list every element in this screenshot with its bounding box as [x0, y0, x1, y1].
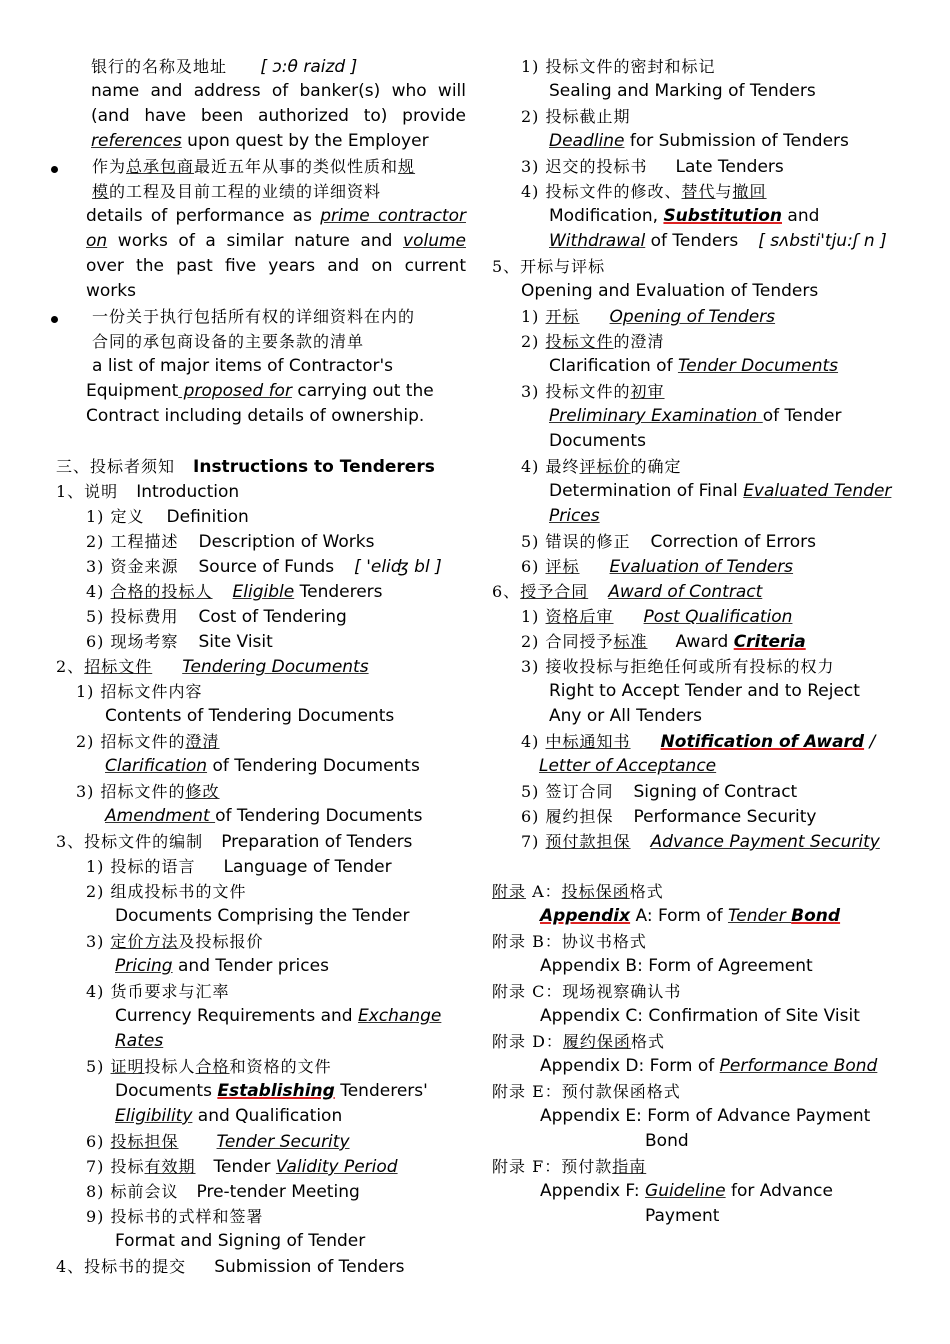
item-source-of-funds: 3) 资金来源 Source of Funds [ 'eliʤ bl ]: [86, 557, 442, 577]
appendix-c-en: Appendix C: Confirmation of Site Visit: [540, 1006, 860, 1026]
term-bond: Bond: [791, 906, 841, 926]
banker-en-line-3: references upon quest by the Employer: [91, 131, 429, 151]
item-right-accept-zh: 3) 接收投标与拒绝任何或所有投标的权力: [521, 657, 835, 676]
term-clarification: Clarification: [105, 756, 208, 776]
term-exchange: Exchange: [357, 1006, 442, 1026]
item-preliminary-en: Preliminary Examination of Tender: [549, 406, 842, 426]
appendix-d-en: Appendix D: Form of Performance Bond: [540, 1056, 878, 1076]
appendix-d-zh: 附录 D：履约保函格式: [492, 1032, 665, 1051]
item-eligibility-en: Documents Establishing Tenderers': [115, 1081, 428, 1101]
term-guideline: Guideline: [645, 1181, 726, 1201]
term-pricing: Pricing: [115, 956, 173, 976]
item-documents-en: Documents Comprising the Tender: [115, 906, 410, 926]
term-withdrawal: Withdrawal: [549, 231, 646, 251]
item-modification-en-2: Withdrawal of Tenders [ sʌbsti'tju:ʃ n ]: [549, 231, 887, 251]
item-sealing-zh: 1) 投标文件的密封和标记: [521, 57, 716, 76]
item-pricing-zh: 3) 定价方法及投标报价: [86, 932, 264, 951]
item-eligibility-zh: 5) 证明投标人合格和资格的文件: [86, 1057, 332, 1076]
item-evaluation: 6) 评标 Evaluation of Tenders: [521, 557, 794, 577]
item-documents-zh: 2) 组成投标书的文件: [86, 882, 247, 901]
phonetic-eligible: [ 'eliʤ bl ]: [354, 557, 442, 577]
equip-zh-line-1: 一份关于执行包括所有权的详细资料在内的: [56, 304, 466, 329]
left-column: [56, 54, 466, 1279]
item-evaluated-price-en-2: Prices: [549, 506, 600, 526]
term-appendix: Appendix: [540, 906, 631, 926]
term-prime-contractor: prime contractor: [320, 206, 466, 226]
item-currency-en-2: Rates: [115, 1031, 164, 1051]
item-evaluated-price-zh: 4) 最终评标价的确定: [521, 457, 682, 476]
appendix-e-en: Appendix E: Form of Advance Payment: [540, 1106, 871, 1126]
item-contents-zh: 1) 招标文件内容: [76, 682, 203, 701]
item-clarification-zh: 2) 招标文件的澄清: [76, 732, 220, 751]
equip-zh-line-2: 合同的承包商设备的主要条款的清单: [92, 332, 365, 351]
term-substitution: Substitution: [663, 206, 782, 226]
appendix-f-en-2: Payment: [645, 1206, 720, 1226]
appendix-c-zh: 附录 C：现场视察确认书: [492, 982, 682, 1001]
appendix-f-en: Appendix F: Guideline for Advance: [540, 1181, 833, 1201]
item-late-tenders: 3) 迟交的投标书 Late Tenders: [521, 157, 784, 177]
equip-en-line-1: a list of major items of Contractor's: [92, 356, 393, 376]
equip-en-line-2: Equipment proposed for carrying out the: [86, 381, 434, 401]
heading-submission: 4、投标书的提交 Submission of Tenders: [56, 1257, 405, 1277]
item-tender-clarification-zh: 2) 投标文件的澄清: [521, 332, 665, 351]
item-format-en: Format and Signing of Tender: [115, 1231, 366, 1251]
heading-preparation: 3、投标文件的编制 Preparation of Tenders: [56, 832, 413, 852]
term-prime-contractor-zh: 总承包商: [126, 157, 195, 176]
item-deadline-en: Deadline for Submission of Tenders: [549, 131, 849, 151]
item-signing: 5) 签订合同 Signing of Contract: [521, 782, 798, 802]
item-opening: 1) 开标 Opening of Tenders: [521, 307, 776, 327]
item-tender-clarification-en: Clarification of Tender Documents: [549, 356, 839, 376]
item-clarification-en: Clarification of Tendering Documents: [105, 756, 420, 776]
equip-en-line-3: Contract including details of ownership.: [86, 406, 425, 426]
item-modification-zh: 4) 投标文件的修改、替代与撤回: [521, 182, 767, 201]
appendix-e-zh: 附录 E：预付款保函格式: [492, 1082, 681, 1101]
perf-en-line-1: details of performance as prime contractor: [86, 206, 466, 226]
banker-en-line-1: name and address of banker(s) who will: [91, 81, 466, 101]
heading-award: 6、授予合同 Award of Contract: [492, 582, 763, 602]
term-criteria: Criteria: [733, 632, 806, 652]
perf-zh-line-1: 作为总承包商最近五年从事的类似性质和规: [56, 154, 466, 179]
item-format-zh: 9) 投标书的式样和签署: [86, 1207, 264, 1226]
item-award-criteria: 2) 合同授予标准 Award Criteria: [521, 632, 806, 652]
bullet-icon: [51, 166, 58, 173]
item-deadline-zh: 2) 投标截止期: [521, 107, 631, 126]
term-proposed-for: proposed for: [178, 381, 292, 401]
item-language: 1) 投标的语言 Language of Tender: [86, 857, 392, 877]
item-advance-payment-security: 7) 预付款担保 Advance Payment Security: [521, 832, 880, 852]
banker-en-line-2: (and have been authorized to) provide: [91, 106, 466, 126]
item-currency-en: Currency Requirements and Exchange: [115, 1006, 442, 1026]
term-establishing: Establishing: [217, 1081, 335, 1101]
perf-zh-line-2: 模的工程及目前工程的业绩的详细资料: [92, 182, 382, 201]
appendix-a-en: Appendix A: Form of Tender Bond: [540, 906, 841, 926]
banker-zh: 银行的名称及地址: [91, 57, 228, 76]
perf-en-line-4: works: [86, 281, 136, 301]
item-amendment-zh: 3) 招标文件的修改: [76, 782, 220, 801]
perf-en-line-2: on works of a similar nature and volume: [86, 231, 466, 251]
term-deadline: Deadline: [549, 131, 625, 151]
term-preliminary-examination: Preliminary Examination: [549, 406, 763, 426]
item-preliminary-zh: 3) 投标文件的初审: [521, 382, 665, 401]
appendix-b-zh: 附录 B：协议书格式: [492, 932, 647, 951]
item-modification-en: Modification, Substitution and: [549, 206, 820, 226]
perf-en-line-3: over the past five years and on current: [86, 256, 466, 276]
item-tender-security: 6) 投标担保 Tender Security: [86, 1132, 350, 1152]
item-eligible-tenderers: 4) 合格的投标人 Eligible Tenderers: [86, 582, 383, 602]
term-evaluated-tender: Evaluated Tender: [743, 481, 892, 501]
item-description-of-works: 2) 工程描述 Description of Works: [86, 532, 375, 552]
item-site-visit: 6) 现场考察 Site Visit: [86, 632, 273, 652]
item-post-qualification: 1) 资格后审 Post Qualification: [521, 607, 793, 627]
term-notification-of-award: Notification of Award: [660, 732, 865, 752]
item-preliminary-en-2: Documents: [549, 431, 646, 451]
term-eligible: Eligible: [232, 582, 295, 602]
heading-opening-zh: 5、开标与评标: [492, 257, 606, 276]
term-performance-bond: Performance Bond: [719, 1056, 878, 1076]
item-validity-period: 7) 投标有效期 Tender Validity Period: [86, 1157, 398, 1177]
term-eligibility: Eligibility: [115, 1106, 193, 1126]
banker-phonetic: [ ɔ:θ raizd ]: [260, 57, 358, 77]
item-eligibility-en-2: Eligibility and Qualification: [115, 1106, 343, 1126]
heading-opening-en: Opening and Evaluation of Tenders: [521, 281, 819, 301]
term-volume: volume: [403, 231, 466, 251]
banker-zh-line: [56, 54, 466, 79]
item-amendment-en: Amendment of Tendering Documents: [105, 806, 423, 826]
right-column: [492, 54, 912, 1229]
item-notification: 4) 中标通知书 Notification of Award /: [521, 732, 876, 752]
item-pre-tender-meeting: 8) 标前会议 Pre-tender Meeting: [86, 1182, 360, 1202]
item-definition: 1) 定义 Definition: [86, 507, 249, 527]
item-evaluated-price-en: Determination of Final Evaluated Tender: [549, 481, 892, 501]
phonetic-substitution: [ sʌbsti'tju:ʃ n ]: [758, 231, 887, 251]
term-references: references: [91, 131, 182, 151]
appendix-b-en: Appendix B: Form of Agreement: [540, 956, 813, 976]
section-3-heading: 三、投标者须知 Instructions to Tenderers: [56, 457, 435, 477]
heading-tendering-documents: 2、招标文件 Tendering Documents: [56, 657, 369, 677]
term-validity-period: Validity Period: [275, 1157, 398, 1177]
item-right-accept-en-2: Any or All Tenders: [549, 706, 702, 726]
appendix-f-zh: 附录 F：预付款指南: [492, 1157, 647, 1176]
appendix-a-zh: 附录 A：投标保函格式: [492, 882, 664, 901]
term-amendment: Amendment: [105, 806, 216, 826]
item-performance-security: 6) 履约担保 Performance Security: [521, 807, 817, 827]
item-sealing-en: Sealing and Marking of Tenders: [549, 81, 816, 101]
item-contents-en: Contents of Tendering Documents: [105, 706, 395, 726]
item-pricing-en: Pricing and Tender prices: [115, 956, 329, 976]
item-currency-zh: 4) 货币要求与汇率: [86, 982, 230, 1001]
item-cost-of-tendering: 5) 投标费用 Cost of Tendering: [86, 607, 347, 627]
heading-introduction: 1、说明 Introduction: [56, 482, 240, 502]
item-right-accept-en: Right to Accept Tender and to Reject: [549, 681, 860, 701]
item-correction: 5) 错误的修正 Correction of Errors: [521, 532, 816, 552]
bullet-icon: [51, 316, 58, 323]
item-letter-of-acceptance: Letter of Acceptance: [539, 756, 717, 776]
appendix-e-en-2: Bond: [645, 1131, 689, 1151]
